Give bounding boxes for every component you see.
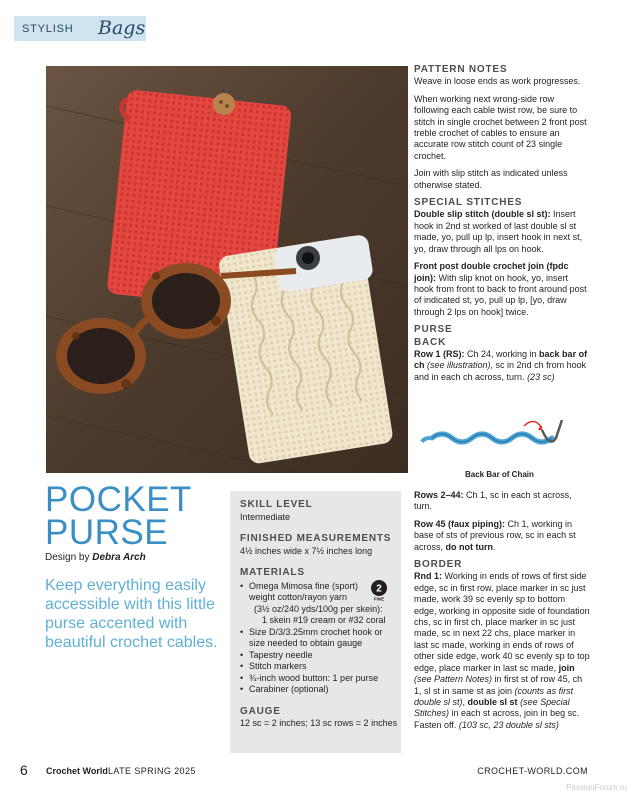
section-script: Bags xyxy=(98,17,146,39)
back-subheading: BACK xyxy=(414,336,447,348)
yarn-weight-label: FINE xyxy=(373,596,385,601)
row-instruction: Row 1 (RS): Ch 24, working in back bar of ch (see illustration), sc in 2nd ch from hook and in each ch across, turn. (23 sc) xyxy=(414,348,588,382)
skill-value: Intermediate xyxy=(240,511,291,522)
measurements-value: 4½ inches wide x 7½ inches long xyxy=(240,545,373,556)
yarn-weight-icon xyxy=(368,579,390,601)
material-item: • Size D/3/3.25mm crochet hook or size needed to obtain gauge xyxy=(240,627,400,650)
materials-heading: MATERIALS xyxy=(240,567,305,578)
info-box xyxy=(230,491,401,753)
designer-name: Debra Arch xyxy=(92,552,146,563)
material-item: 1 skein #19 cream or #32 coral xyxy=(262,615,386,625)
note-paragraph: Join with slip stitch as indicated unless otherwise stated. xyxy=(414,168,568,190)
row-instruction: Rows 2–44: Ch 1, sc in each st across, turn. xyxy=(414,490,572,512)
pattern-column xyxy=(414,64,590,389)
byline xyxy=(45,552,146,563)
material-item: • Omega Mimosa fine (sport) weight cotton/rayon yarn xyxy=(240,581,400,604)
photo-illustration xyxy=(46,66,408,473)
border-heading: BORDER xyxy=(414,559,463,571)
section-tab xyxy=(14,16,146,41)
page-number: 6 xyxy=(20,762,28,778)
material-item: • Tapestry needle xyxy=(240,650,400,662)
title-line-2: PURSE xyxy=(45,513,169,552)
note-paragraph: Weave in loose ends as work progresses. xyxy=(414,76,581,87)
chain-caption: Back Bar of Chain xyxy=(465,470,534,479)
issue-date: LATE SPRING 2025 xyxy=(108,766,196,776)
material-item: (3½ oz/240 yds/100g per skein): xyxy=(254,603,383,614)
yarn-weight-number: 2 xyxy=(376,583,382,595)
watermark: PassionForum.ru xyxy=(566,783,627,792)
material-item: • ¾-inch wood button: 1 per purse xyxy=(240,673,400,685)
gauge-value: 12 sc = 2 inches; 13 sc rows = 2 inches xyxy=(240,718,398,728)
section-label: STYLISH xyxy=(22,23,74,35)
gauge-heading: GAUGE xyxy=(240,705,281,717)
title-line-1: POCKET xyxy=(45,480,192,519)
pattern-notes-heading: PATTERN NOTES xyxy=(414,64,508,75)
material-item: • Carabiner (optional) xyxy=(240,684,400,696)
purse-heading: PURSE xyxy=(414,324,453,336)
product-photo xyxy=(46,66,408,473)
pattern-column-lower xyxy=(414,490,590,737)
row-instruction: Row 45 (faux piping): Ch 1, working in base of sts of previous row, sc in each st across, do not turn. xyxy=(414,518,576,552)
special-stitch: Double slip stitch (double sl st): Insert hook in 2nd st worked of last double sl st made, yo, pull up lp, insert hook in next st, yo, draw through all lps on hook. xyxy=(414,209,583,254)
skill-heading: SKILL LEVEL xyxy=(240,499,313,510)
note-paragraph: When working next wrong-side row following each cable twist row, be sure to stitch in single crochet between 2 front post treble crochet of cables to ensure an accurate row stitch count of 23 single crochet. xyxy=(414,93,587,161)
magazine-name: Crochet World xyxy=(46,766,108,776)
website: CROCHET-WORLD.COM xyxy=(477,766,588,776)
page-title xyxy=(45,480,192,552)
material-item: • Stitch markers xyxy=(240,661,400,673)
byline-prefix: Design by xyxy=(45,552,90,563)
round-instruction: Rnd 1: Working in ends of rows of first side edge, sc in first row, place marker in sc just made, work 39 sc evenly sp to bottom edge, working in opposite side of foundation chs, sc in first ch, place marker in sc just made, sc in next 22 chs, place marker in last sc made, working in ends of rows of other side edge, work 40 sc evenly sp to top edge, place marker in last sc made, join (see Pattern Notes) in first st of row 45, ch 1, sl st in same st as join (counts as first double sl st), double sl st (see Special Stitches) in each st across, join in beg sc. Fasten off. (103 sc, 23 double sl sts) xyxy=(414,571,590,730)
special-stitches-heading: SPECIAL STITCHES xyxy=(414,197,523,209)
tagline: Keep everything easily accessible with this little purse accented with beautiful crochet cables. xyxy=(45,577,218,651)
measurements-heading: FINISHED MEASUREMENTS xyxy=(240,533,392,544)
special-stitch: Front post double crochet join (fpdc join): With slip knot on hook, yo, insert hook from front to back to front around post of indicated st, yo, pull up lp, [yo, draw through 2 lps on hook] twice. xyxy=(414,261,587,317)
button-icon xyxy=(213,93,235,115)
